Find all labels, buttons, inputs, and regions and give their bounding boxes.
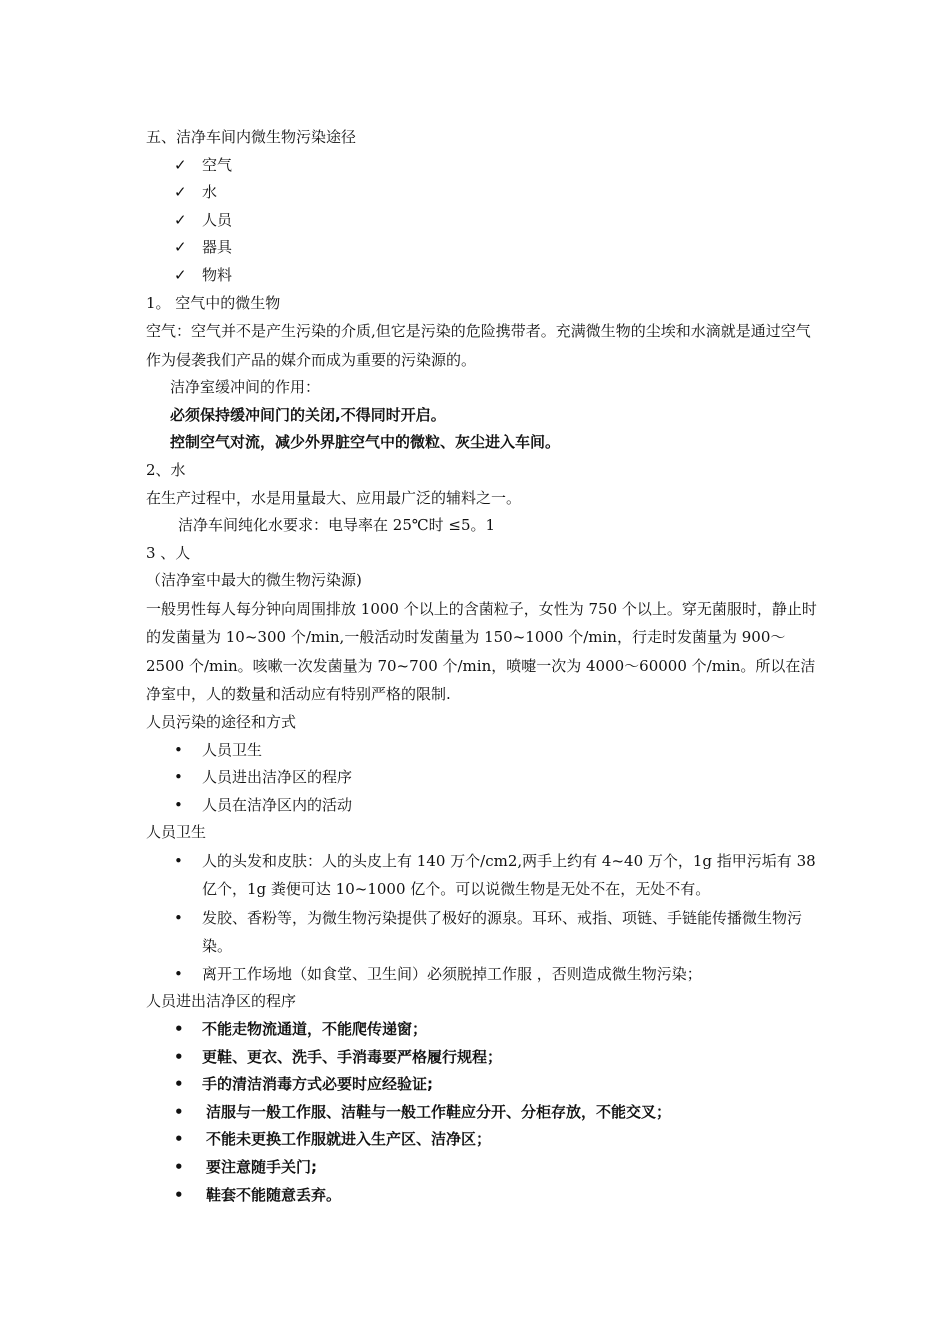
water-paragraph: 在生产过程中，水是用量最大、应用最广泛的辅料之一。 xyxy=(146,488,522,507)
list-item xyxy=(146,1071,818,1099)
bullet-icon: • xyxy=(174,964,183,983)
check-icon: ✓ xyxy=(174,155,187,174)
document-body xyxy=(146,124,818,1209)
air-heading: 1。 空气中的微生物 xyxy=(146,293,281,312)
bullet-icon: • xyxy=(174,1047,184,1066)
list-item-label: 发胶、香粉等，为微生物污染提供了极好的源泉。耳环、戒指、项链、手链能传播微生物污染。 xyxy=(202,908,803,956)
hygiene-title: 人员卫生 xyxy=(146,823,207,842)
list-item-label: 更鞋、更衣、洗手、手消毒要严格履行规程； xyxy=(202,1047,503,1066)
buffer-point: 必须保持缓冲间门的关闭,不得同时开启。 xyxy=(170,405,446,424)
list-item-label: 人员进出洁净区的程序 xyxy=(202,768,353,787)
bullet-icon: • xyxy=(174,1020,184,1039)
list-item-label: 人员在洁净区内的活动 xyxy=(202,795,353,814)
list-item xyxy=(146,1154,818,1182)
bullet-icon: • xyxy=(174,851,183,870)
list-item xyxy=(146,961,818,989)
bullet-icon: • xyxy=(174,1102,184,1121)
bullet-icon: • xyxy=(174,1185,184,1204)
list-item-label: 不能走物流通道，不能爬传递窗； xyxy=(202,1020,428,1039)
routes-title: 人员污染的途径和方式 xyxy=(146,712,297,731)
list-item xyxy=(146,1016,818,1044)
bullet-icon: • xyxy=(174,1130,184,1149)
list-item-label: 离开工作场地（如食堂、卫生间）必须脱掉工作服 ，否则造成微生物污染； xyxy=(202,964,702,983)
people-subheading: （洁净室中最大的微生物污染源) xyxy=(146,571,362,590)
buffer-title: 洁净室缓冲间的作用： xyxy=(170,378,321,397)
procedure-title: 人员进出洁净区的程序 xyxy=(146,992,297,1011)
check-icon: ✓ xyxy=(174,210,187,229)
list-item-label: 手的清洁消毒方式必要时应经验证; xyxy=(202,1075,434,1094)
bullet-icon: • xyxy=(174,795,183,814)
list-item xyxy=(146,234,818,262)
bullet-icon: • xyxy=(174,768,183,787)
list-item-label: 物料 xyxy=(202,265,233,284)
air-paragraph: 空气：空气并不是产生污染的介质,但它是污染的危险携带者。充满微生物的尘埃和水滴就是通过空气作为侵袭我们产品的媒介而成为重要的污染源的。 xyxy=(146,322,811,369)
list-item xyxy=(146,792,818,820)
list-item xyxy=(146,179,818,207)
check-icon: ✓ xyxy=(174,183,187,202)
list-item xyxy=(146,764,818,792)
water-requirement: 洁净车间纯化水要求：电导率在 25℃时 ≤5。1 xyxy=(178,516,496,535)
list-item xyxy=(146,262,818,290)
list-item xyxy=(146,737,818,765)
list-item-label: 人的头发和皮肤：人的头皮上有 140 万个/cm2,两手上约有 4~40 万个，1g 指甲污垢有 38 亿个，1g 粪便可达 10~1000 亿个。可以说微生物是无处不在，无处不有。 xyxy=(202,851,816,899)
list-item xyxy=(146,1044,818,1072)
list-item xyxy=(146,847,818,904)
list-item-label: 人员 xyxy=(202,210,233,229)
list-item-label: 鞋套不能随意丢弃。 xyxy=(206,1185,342,1204)
list-item-label: 水 xyxy=(202,183,218,202)
list-item xyxy=(146,1099,818,1127)
bullet-icon: • xyxy=(174,908,183,927)
list-item-label: 不能未更换工作服就进入生产区、洁净区； xyxy=(206,1130,492,1149)
check-icon: ✓ xyxy=(174,265,187,284)
list-item xyxy=(146,152,818,180)
bullet-icon: • xyxy=(174,1158,184,1177)
bullet-icon: • xyxy=(174,740,183,759)
list-item-label: 人员卫生 xyxy=(202,740,263,759)
list-item-label: 器具 xyxy=(202,238,233,257)
list-item xyxy=(146,904,818,961)
water-heading: 2、水 xyxy=(146,460,186,479)
list-item xyxy=(146,1182,818,1210)
people-paragraph: 一般男性每人每分钟向周围排放 1000 个以上的含菌粒子，女性为 750 个以上。穿无菌服时，静止时的发菌量为 10~300 个/min,一般活动时发菌量为 150~1000 个/min，行走时发菌量为 900～2500 个/min。咳嗽一次发菌量为 70~700 个/min，喷嚏一次为 4000～60000 个/min。所以在洁净室中，人的数量和活动应有特别严格的限制. xyxy=(146,599,817,704)
bullet-icon: • xyxy=(174,1075,184,1094)
list-item-label: 要注意随手关门; xyxy=(206,1158,317,1177)
list-item-label: 洁服与一般工作服、洁鞋与一般工作鞋应分开、分柜存放，不能交叉； xyxy=(206,1102,672,1121)
list-item xyxy=(146,207,818,235)
buffer-point: 控制空气对流，减少外界脏空气中的微粒、灰尘进入车间。 xyxy=(170,433,561,452)
check-icon: ✓ xyxy=(174,238,187,257)
section-title: 五、洁净车间内微生物污染途径 xyxy=(146,128,357,146)
people-heading: 3 、人 xyxy=(146,543,191,562)
list-item-label: 空气 xyxy=(202,155,233,174)
list-item xyxy=(146,1126,818,1154)
